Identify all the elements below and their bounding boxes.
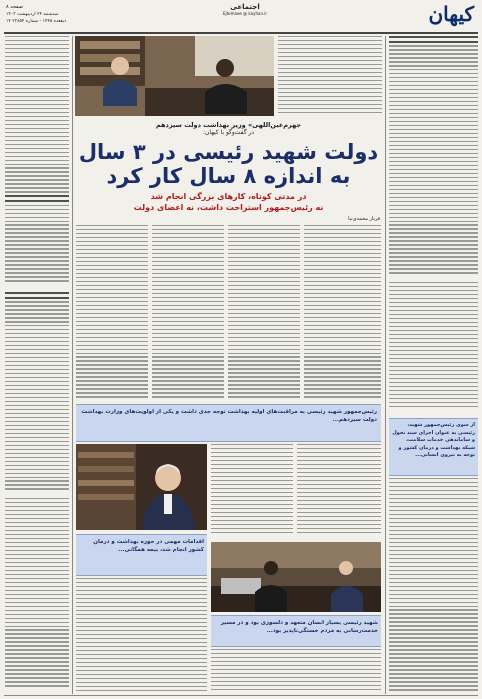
body-col-c bbox=[228, 225, 300, 401]
section-name: اجتماعی bbox=[230, 3, 260, 11]
lower-body-col-b bbox=[297, 444, 381, 538]
interview-photo-top bbox=[75, 36, 274, 116]
subhead bbox=[76, 191, 381, 213]
kicker-line-1: جهرم‌عین‌اللهی» وزیر بهداشت دولت سیزدهم bbox=[155, 121, 302, 129]
left-column-text bbox=[5, 36, 69, 286]
date-line: سه‌شنبه ۲۴ اردیبهشت ۱۴۰۳ bbox=[6, 12, 59, 17]
masthead bbox=[0, 0, 482, 34]
left-column-text-3 bbox=[5, 498, 69, 694]
intro-text bbox=[278, 36, 382, 118]
mid-callout bbox=[389, 418, 478, 476]
body-col-d bbox=[304, 225, 381, 401]
column-divider bbox=[385, 36, 386, 694]
kicker bbox=[76, 121, 381, 136]
masthead-rule bbox=[4, 32, 478, 34]
column-divider bbox=[72, 36, 73, 694]
section-sub: Ejtemaee @ kayhan.ir bbox=[222, 11, 268, 16]
lead-callout bbox=[76, 404, 381, 442]
headline-line-2: به اندازه ۸ سال کار کرد bbox=[106, 164, 351, 188]
page-number: صفحه ۸ bbox=[6, 4, 23, 10]
logo: کیهان bbox=[428, 2, 474, 26]
headline-line-1: دولت شهید رئیسی در ۳ سال bbox=[78, 140, 379, 164]
left-column-text-2 bbox=[5, 292, 69, 492]
lower-body-col-d bbox=[211, 649, 381, 694]
section-title bbox=[200, 3, 290, 16]
minister-photo bbox=[76, 444, 207, 530]
left-callout bbox=[76, 534, 207, 576]
right-column-text-2 bbox=[389, 282, 478, 412]
lower-body-col-a bbox=[211, 444, 293, 538]
subhead-line-1: در مدتی کوتاه، کارهای بزرگی انجام شد bbox=[150, 192, 307, 201]
right-column-text-3 bbox=[389, 478, 478, 694]
date-line-2: ۱۴ ذیقعده ۱۴۴۵ - شماره ۲۳۸۵۴ bbox=[6, 19, 67, 24]
right-column-text bbox=[389, 36, 478, 276]
left-callout-text: اقدامات مهمی در حوزه بهداشت و درمان کشور انجام شد، بیمه همگانی... bbox=[93, 539, 204, 553]
page-info bbox=[6, 4, 126, 28]
subhead-line-2: نه رئیس‌جمهور استراحت داشت، نه اعضای دولت bbox=[133, 203, 324, 212]
body-col-b bbox=[152, 225, 224, 401]
bottom-rule bbox=[4, 695, 478, 696]
body-col-a bbox=[76, 225, 148, 401]
bottom-callout bbox=[211, 615, 381, 647]
mid-callout-text: از سوی رئیس‌جمهور شهید، رئیسی به عنوان اجرای سند تحول و ساماندهی خدمات سلامت، شبکه بهداشت و درمان کشور و توجه به نیروی انسانی... bbox=[392, 422, 475, 458]
interview-photo-bottom bbox=[211, 542, 381, 612]
byline: فرناز محمدی‌نیا bbox=[348, 216, 380, 222]
headline bbox=[76, 140, 381, 188]
lower-body-col-c bbox=[76, 578, 207, 694]
bottom-callout-text: شهید رئیسی بسیار انسان متعهد و دلسوزی بود و در مسیر خدمت‌رسانی به مردم خستگی‌ناپذیر بود... bbox=[220, 620, 378, 634]
kicker-line-2: در گفت‌وگو با کیهان: bbox=[202, 129, 255, 136]
lead-callout-text: رئیس‌جمهور شهید رئیسی به مراقبت‌های اولیه بهداشت توجه جدی داشت و یکی از اولویت‌های وزارت بهداشت دولت سیزدهم... bbox=[81, 409, 377, 423]
